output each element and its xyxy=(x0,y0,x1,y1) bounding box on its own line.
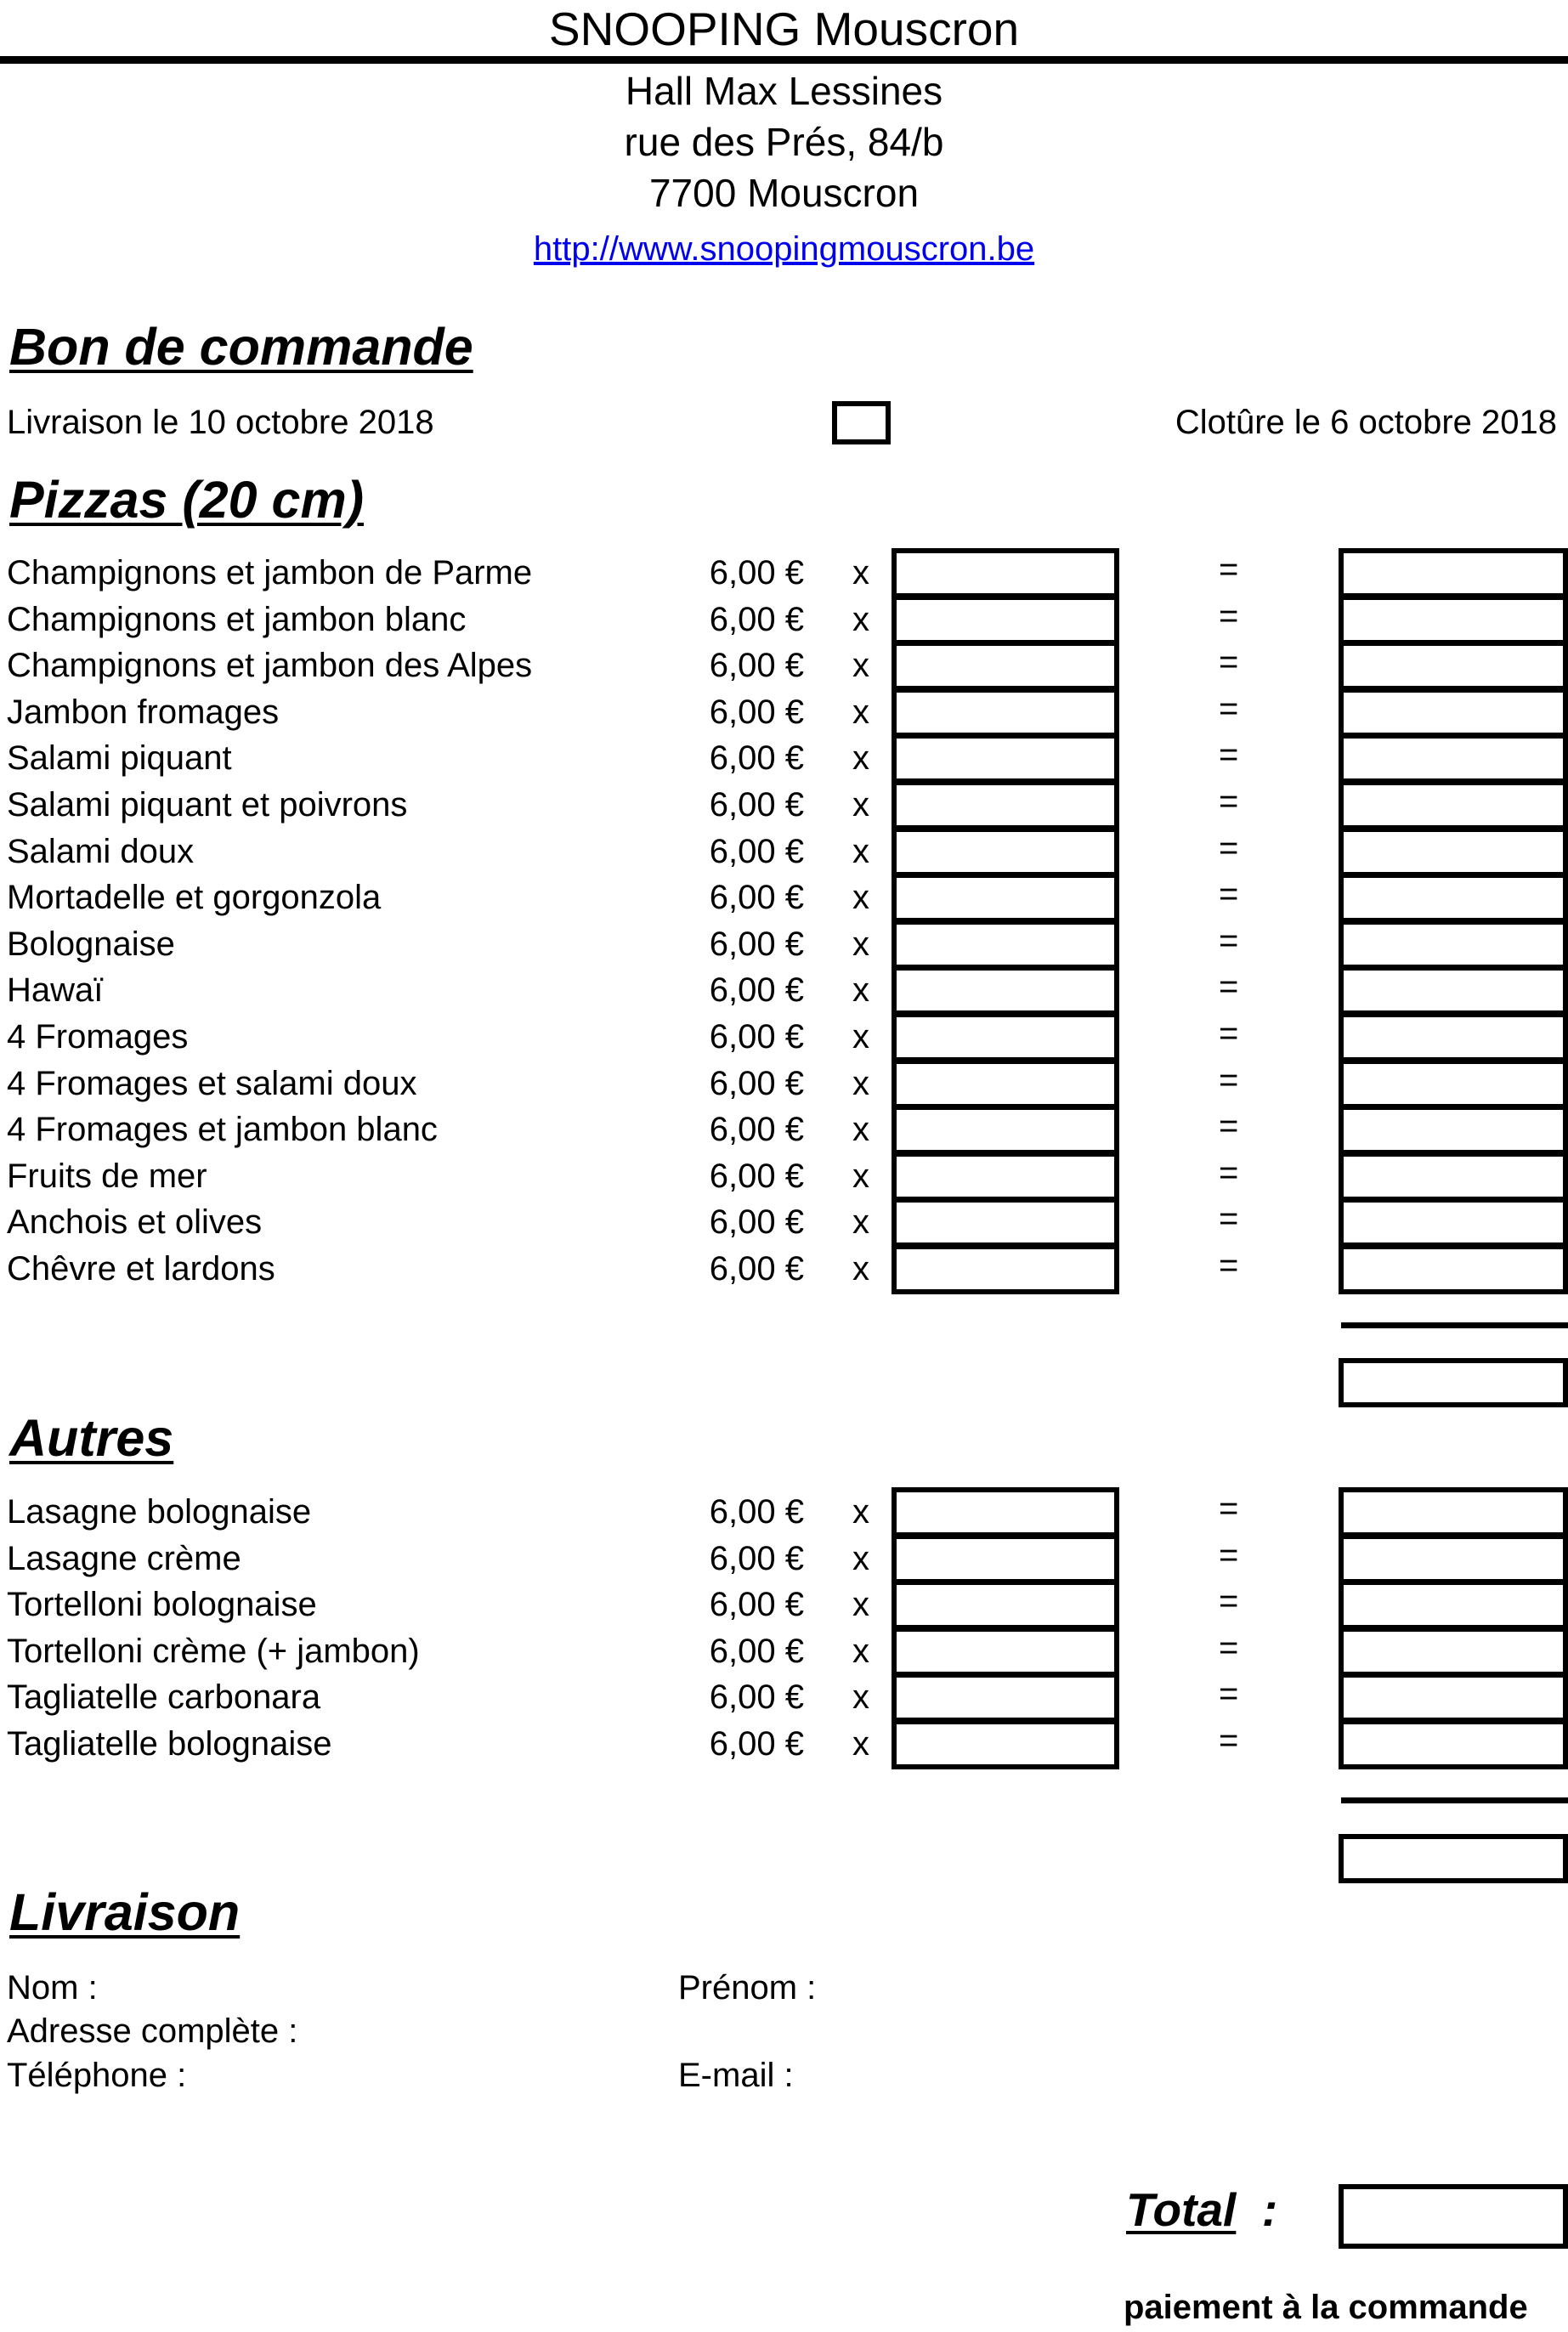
equals-sign: = xyxy=(1219,1107,1239,1146)
line-total-box[interactable] xyxy=(1339,1197,1568,1248)
line-total-box[interactable] xyxy=(1339,733,1568,784)
multiply-sign: x xyxy=(852,1157,869,1195)
header-divider xyxy=(0,56,1568,64)
other-row xyxy=(0,1537,1568,1584)
company-title: SNOOPING Mouscron xyxy=(548,3,1020,55)
firstname-label: Prénom : xyxy=(678,1969,817,2007)
quantity-box[interactable] xyxy=(892,733,1119,784)
quantity-box[interactable] xyxy=(892,780,1119,830)
multiply-sign: x xyxy=(852,554,869,591)
item-price: 6,00 € xyxy=(709,1493,804,1531)
item-name: Salami piquant et poivrons xyxy=(7,786,408,824)
delivery-date: Livraison le 10 octobre 2018 xyxy=(7,404,434,441)
address-line-1: Hall Max Lessines xyxy=(625,69,943,113)
item-price: 6,00 € xyxy=(709,832,804,870)
item-name: Lasagne crème xyxy=(7,1539,241,1577)
item-name: Lasagne bolognaise xyxy=(7,1493,312,1531)
quantity-box[interactable] xyxy=(892,920,1119,970)
item-name: Salami piquant xyxy=(7,739,232,778)
equals-sign: = xyxy=(1219,1536,1239,1574)
quantity-box[interactable] xyxy=(892,1627,1119,1677)
item-price: 6,00 € xyxy=(709,1018,804,1056)
line-total-box[interactable] xyxy=(1339,873,1568,923)
multiply-sign: x xyxy=(852,879,869,917)
quantity-box[interactable] xyxy=(892,688,1119,738)
line-total-box[interactable] xyxy=(1339,1105,1568,1155)
quantity-box[interactable] xyxy=(892,1197,1119,1248)
item-price: 6,00 € xyxy=(709,786,804,824)
equals-sign: = xyxy=(1219,689,1239,727)
delivery-checkbox[interactable] xyxy=(832,401,891,444)
item-price: 6,00 € xyxy=(709,1678,804,1717)
item-price: 6,00 € xyxy=(709,1250,804,1288)
item-price: 6,00 € xyxy=(709,1632,804,1670)
line-total-box[interactable] xyxy=(1339,780,1568,830)
pizza-row xyxy=(0,876,1568,923)
pizza-row xyxy=(0,1016,1568,1062)
payment-note: paiement à la commande xyxy=(1124,2289,1528,2326)
multiply-sign: x xyxy=(852,1725,869,1763)
equals-sign: = xyxy=(1219,1490,1239,1527)
quantity-box[interactable] xyxy=(892,1059,1119,1109)
line-total-box[interactable] xyxy=(1339,1487,1568,1537)
quantity-box[interactable] xyxy=(892,1580,1119,1630)
multiply-sign: x xyxy=(852,1678,869,1717)
item-name: Champignons et jambon blanc xyxy=(7,600,467,638)
item-price: 6,00 € xyxy=(709,879,804,917)
email-label: E-mail : xyxy=(678,2057,794,2094)
delivery-section-title: Livraison xyxy=(9,1883,241,1941)
equals-sign: = xyxy=(1219,597,1239,635)
quantity-box[interactable] xyxy=(892,1487,1119,1537)
quantity-box[interactable] xyxy=(892,1673,1119,1723)
pizza-row xyxy=(0,784,1568,830)
pizza-row xyxy=(0,969,1568,1016)
multiply-sign: x xyxy=(852,1064,869,1102)
item-name: 4 Fromages et salami doux xyxy=(7,1064,417,1102)
item-price: 6,00 € xyxy=(709,1157,804,1195)
pizza-row xyxy=(0,1062,1568,1109)
pizza-row xyxy=(0,1108,1568,1155)
item-price: 6,00 € xyxy=(709,693,804,731)
item-name: Salami doux xyxy=(7,832,195,870)
item-price: 6,00 € xyxy=(709,647,804,685)
item-price: 6,00 € xyxy=(709,1111,804,1149)
line-total-box[interactable] xyxy=(1339,1059,1568,1109)
item-price: 6,00 € xyxy=(709,1586,804,1624)
line-total-box[interactable] xyxy=(1339,641,1568,691)
line-total-box[interactable] xyxy=(1339,920,1568,970)
order-form-title: Bon de commande xyxy=(9,318,473,376)
item-name: Tagliatelle bolognaise xyxy=(7,1725,332,1763)
line-total-box[interactable] xyxy=(1339,965,1568,1016)
others-section-title: Autres xyxy=(9,1409,174,1467)
equals-sign: = xyxy=(1219,1061,1239,1099)
pizza-row xyxy=(0,598,1568,645)
quantity-box[interactable] xyxy=(892,1152,1119,1202)
pizza-row xyxy=(0,1155,1568,1202)
item-price: 6,00 € xyxy=(709,600,804,638)
multiply-sign: x xyxy=(852,693,869,731)
equals-sign: = xyxy=(1219,1015,1239,1052)
item-name: Champignons et jambon de Parme xyxy=(7,554,533,591)
item-name: Chêvre et lardons xyxy=(7,1250,275,1288)
equals-sign: = xyxy=(1219,1722,1239,1759)
multiply-sign: x xyxy=(852,925,869,963)
line-total-box[interactable] xyxy=(1339,595,1568,645)
address-label: Adresse complète : xyxy=(7,2012,298,2050)
line-total-box[interactable] xyxy=(1339,1244,1568,1294)
quantity-box[interactable] xyxy=(892,827,1119,877)
line-total-box[interactable] xyxy=(1339,1719,1568,1769)
quantity-box[interactable] xyxy=(892,1105,1119,1155)
multiply-sign: x xyxy=(852,1111,869,1149)
multiply-sign: x xyxy=(852,1018,869,1056)
equals-sign: = xyxy=(1219,1200,1239,1238)
item-name: Mortadelle et gorgonzola xyxy=(7,879,382,917)
quantity-box[interactable] xyxy=(892,641,1119,691)
pizza-row xyxy=(0,644,1568,691)
equals-sign: = xyxy=(1219,1582,1239,1621)
line-total-box[interactable] xyxy=(1339,1012,1568,1062)
equals-sign: = xyxy=(1219,875,1239,914)
item-price: 6,00 € xyxy=(709,1539,804,1577)
quantity-box[interactable] xyxy=(892,548,1119,598)
multiply-sign: x xyxy=(852,1586,869,1624)
name-label: Nom : xyxy=(7,1969,98,2007)
other-row xyxy=(0,1491,1568,1537)
item-price: 6,00 € xyxy=(709,554,804,591)
pizzas-subtotal-box[interactable] xyxy=(1339,1358,1568,1407)
equals-sign: = xyxy=(1219,1153,1239,1191)
quantity-box[interactable] xyxy=(892,1719,1119,1769)
multiply-sign: x xyxy=(852,600,869,638)
multiply-sign: x xyxy=(852,1539,869,1577)
item-name: Bolognaise xyxy=(7,925,175,963)
other-row xyxy=(0,1583,1568,1630)
item-name: Tagliatelle carbonara xyxy=(7,1678,321,1717)
item-name: Champignons et jambon des Alpes xyxy=(7,647,533,685)
equals-sign: = xyxy=(1219,551,1239,588)
line-total-box[interactable] xyxy=(1339,1673,1568,1723)
multiply-sign: x xyxy=(852,786,869,824)
item-name: Anchois et olives xyxy=(7,1203,263,1242)
pizza-row xyxy=(0,1248,1568,1294)
equals-sign: = xyxy=(1219,783,1239,820)
line-total-box[interactable] xyxy=(1339,1534,1568,1584)
line-total-box[interactable] xyxy=(1339,1580,1568,1630)
equals-sign: = xyxy=(1219,1675,1239,1713)
item-name: Jambon fromages xyxy=(7,693,280,731)
pizza-row xyxy=(0,830,1568,877)
item-price: 6,00 € xyxy=(709,925,804,963)
other-row xyxy=(0,1723,1568,1769)
multiply-sign: x xyxy=(852,647,869,685)
total-label xyxy=(1126,2182,1277,2237)
pizza-row xyxy=(0,923,1568,970)
total-word: Total xyxy=(1126,2183,1237,2236)
line-total-box[interactable] xyxy=(1339,688,1568,738)
phone-label: Téléphone : xyxy=(7,2057,187,2094)
quantity-box[interactable] xyxy=(892,965,1119,1016)
total-box[interactable] xyxy=(1339,2184,1568,2249)
item-price: 6,00 € xyxy=(709,1725,804,1763)
multiply-sign: x xyxy=(852,1250,869,1288)
equals-sign: = xyxy=(1219,1628,1239,1667)
multiply-sign: x xyxy=(852,739,869,778)
closing-date: Clotûre le 6 octobre 2018 xyxy=(1175,404,1557,441)
item-name: 4 Fromages et jambon blanc xyxy=(7,1111,438,1149)
other-row xyxy=(0,1630,1568,1677)
equals-sign: = xyxy=(1219,643,1239,682)
quantity-box[interactable] xyxy=(892,595,1119,645)
pizza-row xyxy=(0,691,1568,738)
others-subtotal-box[interactable] xyxy=(1339,1834,1568,1883)
item-price: 6,00 € xyxy=(709,739,804,778)
item-name: 4 Fromages xyxy=(7,1018,189,1056)
multiply-sign: x xyxy=(852,971,869,1010)
multiply-sign: x xyxy=(852,832,869,870)
quantity-box[interactable] xyxy=(892,1012,1119,1062)
equals-sign: = xyxy=(1219,829,1239,867)
line-total-box[interactable] xyxy=(1339,1627,1568,1677)
item-name: Tortelloni crème (+ jambon) xyxy=(7,1632,420,1670)
item-price: 6,00 € xyxy=(709,1064,804,1102)
line-total-box[interactable] xyxy=(1339,548,1568,598)
other-row xyxy=(0,1676,1568,1723)
pizza-row xyxy=(0,552,1568,598)
equals-sign: = xyxy=(1219,1247,1239,1284)
pizzas-section-title: Pizzas (20 cm) xyxy=(9,471,365,529)
line-total-box[interactable] xyxy=(1339,827,1568,877)
item-name: Hawaï xyxy=(7,971,104,1010)
others-subtotal-rule xyxy=(1341,1797,1568,1803)
pizza-row xyxy=(0,737,1568,784)
item-price: 6,00 € xyxy=(709,1203,804,1242)
address-line-2: rue des Prés, 84/b xyxy=(624,120,944,164)
multiply-sign: x xyxy=(852,1203,869,1242)
line-total-box[interactable] xyxy=(1339,1152,1568,1202)
equals-sign: = xyxy=(1219,921,1239,959)
item-price: 6,00 € xyxy=(709,971,804,1010)
item-name: Tortelloni bolognaise xyxy=(7,1586,317,1624)
multiply-sign: x xyxy=(852,1493,869,1531)
total-colon: : xyxy=(1261,2183,1278,2236)
equals-sign: = xyxy=(1219,968,1239,1006)
quantity-box[interactable] xyxy=(892,1244,1119,1294)
item-name: Fruits de mer xyxy=(7,1157,207,1195)
quantity-box[interactable] xyxy=(892,873,1119,923)
website-link[interactable]: http://www.snoopingmouscron.be xyxy=(533,230,1035,268)
address-line-3: 7700 Mouscron xyxy=(648,171,920,215)
quantity-box[interactable] xyxy=(892,1534,1119,1584)
pizza-row xyxy=(0,1201,1568,1248)
multiply-sign: x xyxy=(852,1632,869,1670)
pizzas-subtotal-rule xyxy=(1341,1322,1568,1328)
equals-sign: = xyxy=(1219,736,1239,774)
